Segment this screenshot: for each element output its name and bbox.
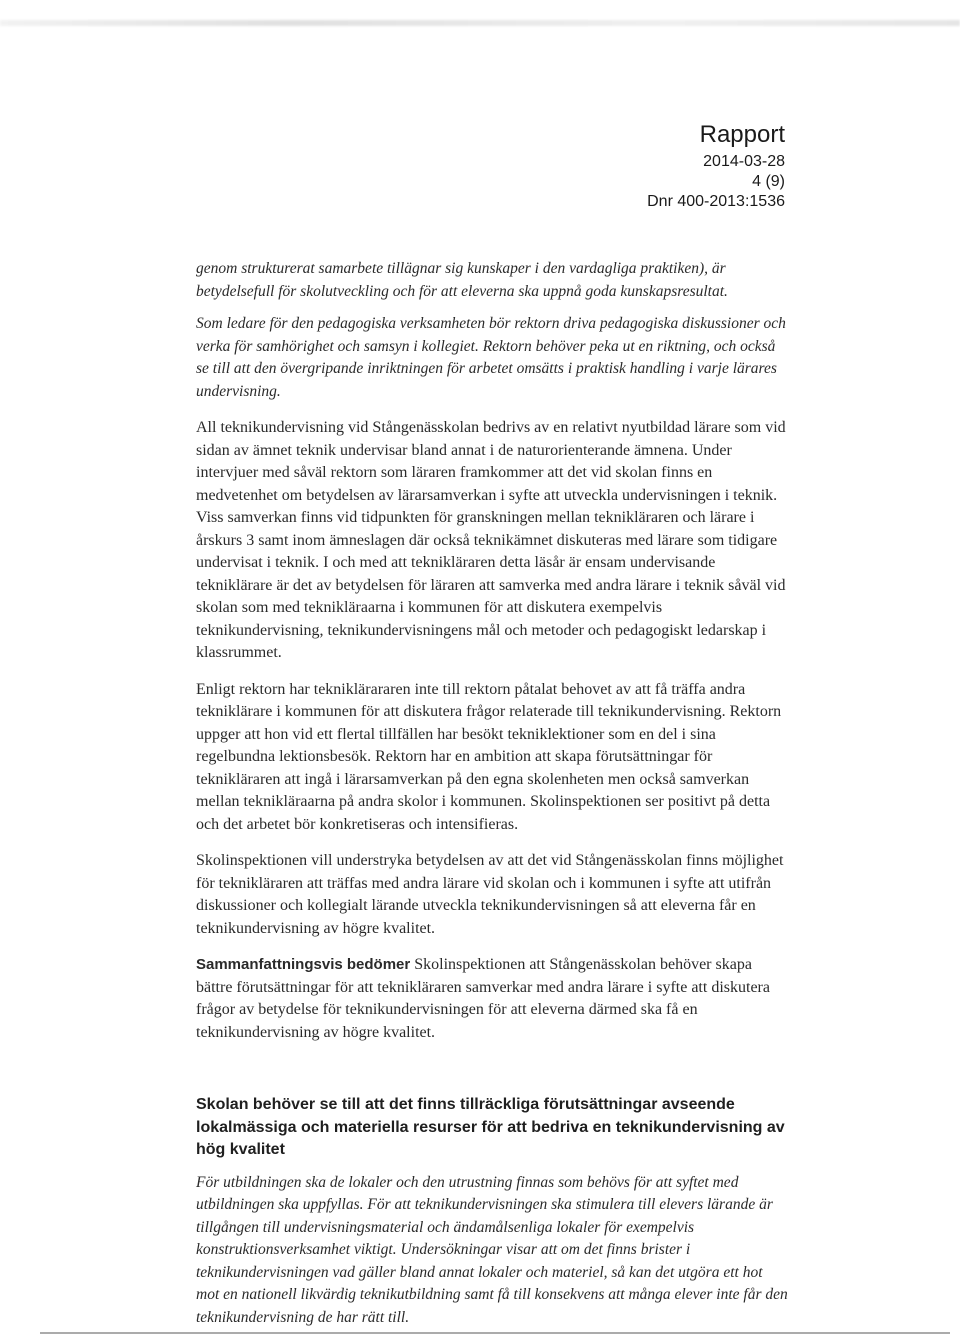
- paragraph-technology-teaching: All teknikundervisning vid Stångenässkolan bedrivs av en relativt nyutbildad lärare som vid sidan av ämnet teknik undervisar bland annat i de naturorienterande ämnena. Under intervjuer med såväl rektorn som läraren framkommer att det vid skolan finns en medvetenhet om betydelsen av lärarsamverkan i syfte att utveckla undervisningen i teknik. Viss samverkan finns vid tidpunkten för granskningen mellan teknikläraren och lärare i årskurs 3 samt inom ämneslagen där också teknikämnet diskuteras med lärare som tidigare undervisat i teknik. I och med att teknikläraren detta läsår är ensam undervisande tekniklärare är det av betydelsen för läraren att samverka med andra lärare i teknik såväl vid skolan som med teknikläraarna i kommunen för att diskutera exempelvis teknikundervisning, teknikundervisningens mål och metoder och pedagogiskt ledarskap i klassrummet.: [196, 419, 786, 661]
- paragraph-inspection-emphasis: Skolinspektionen vill understryka betydelsen av att det vid Stångenässkolan finns möjlighet för teknikläraren att träffas med andra lärare vid skolan och i kommunen i syfte att utifrån diskussioner och kollegialt lärande utveckla teknikundervisningen så att eleverna får en teknikundervisning av högre kvalitet.: [196, 852, 784, 937]
- summary-lead: Sammanfattningsvis bedömer: [196, 956, 411, 973]
- paragraph-resources-quote: För utbildningen ska de lokaler och den utrustning finnas som behövs för att syftet med utbildningen ska uppfyllas. För att teknikundervisningen ska stimulera till elevers lärande är tillgången till undervisningsmaterial och ändamålsenliga lokaler för exempelvis konstruktionsverksamhet viktigt. Undersökningar visar att om det finns brister i teknikundervisningen vad gäller bland annat lokaler och materiel, så kan det utgöra ett hot mot en nationell likvärdig teknikutbildning samt få till konsekvens att många elever inte får den teknikundervisning de har rätt till.: [196, 1173, 788, 1326]
- paragraph-intro-quote: genom strukturerat samarbete tillägnar sig kunskaper i den vardagliga praktiken), är betydelsefull för skolutveckling och för att eleverna ska uppnå goda kunskapsresultat.: [196, 260, 728, 300]
- report-date: 2014-03-28: [703, 153, 785, 170]
- paragraph-leadership-quote: Som ledare för den pedagogiska verksamheten bör rektorn driva pedagogiska diskussioner och verka för samhörighet och samsyn i kollegiet. Rektorn behöver peka ut en riktning, och också se till att den övergripande inriktningen för arbetet omsätts i praktisk handling i varje lärares undervisning.: [196, 315, 786, 400]
- summary-text: Skolinspektionen att Stångenässkolan behöver skapa bättre förutsättningar för att teknikläraren samverkar med andra lärare i syfte att diskutera frågor av betydelse för teknikundervisningen för att eleverna därmed ska få en teknikundervisning av högre kvalitet.: [196, 956, 770, 1041]
- report-body: [196, 258, 788, 1329]
- report-title: Rapport: [699, 121, 785, 148]
- reference-number: Dnr 400-2013:1536: [647, 193, 785, 210]
- scan-edge-top: [0, 20, 960, 26]
- paragraph-principal-view: Enligt rektorn har tekniklärararen inte till rektorn påtalat behovet av att få träffa andra tekniklärare i kommunen för att diskutera frågor relaterade till teknikundervisning. Rektorn uppger att hon vid ett flertal tillfällen har besökt tekniklektioner som en del i sina regelbundna lektionsbesök. Rektorn har en ambition att skapa förutsättningar för teknikläraren att ingå i lärarsamverkan på den egna skolenheten men också samverkan mellan teknikläraarna på andra skolor i kommunen. Skolinspektionen ser positivt på detta och det arbetet bör konkretiseras och intensifieras.: [196, 680, 782, 833]
- section-heading: Skolan behöver se till att det finns tillräckliga förutsättningar avseende lokalmässiga och materiella resurser för att bedriva en teknikundervisning av hög kvalitet: [196, 1096, 785, 1158]
- page-number: 4 (9): [752, 173, 785, 190]
- scan-edge-bottom: [40, 1332, 950, 1334]
- report-header: [647, 118, 785, 212]
- paragraph-summary: [196, 954, 788, 1044]
